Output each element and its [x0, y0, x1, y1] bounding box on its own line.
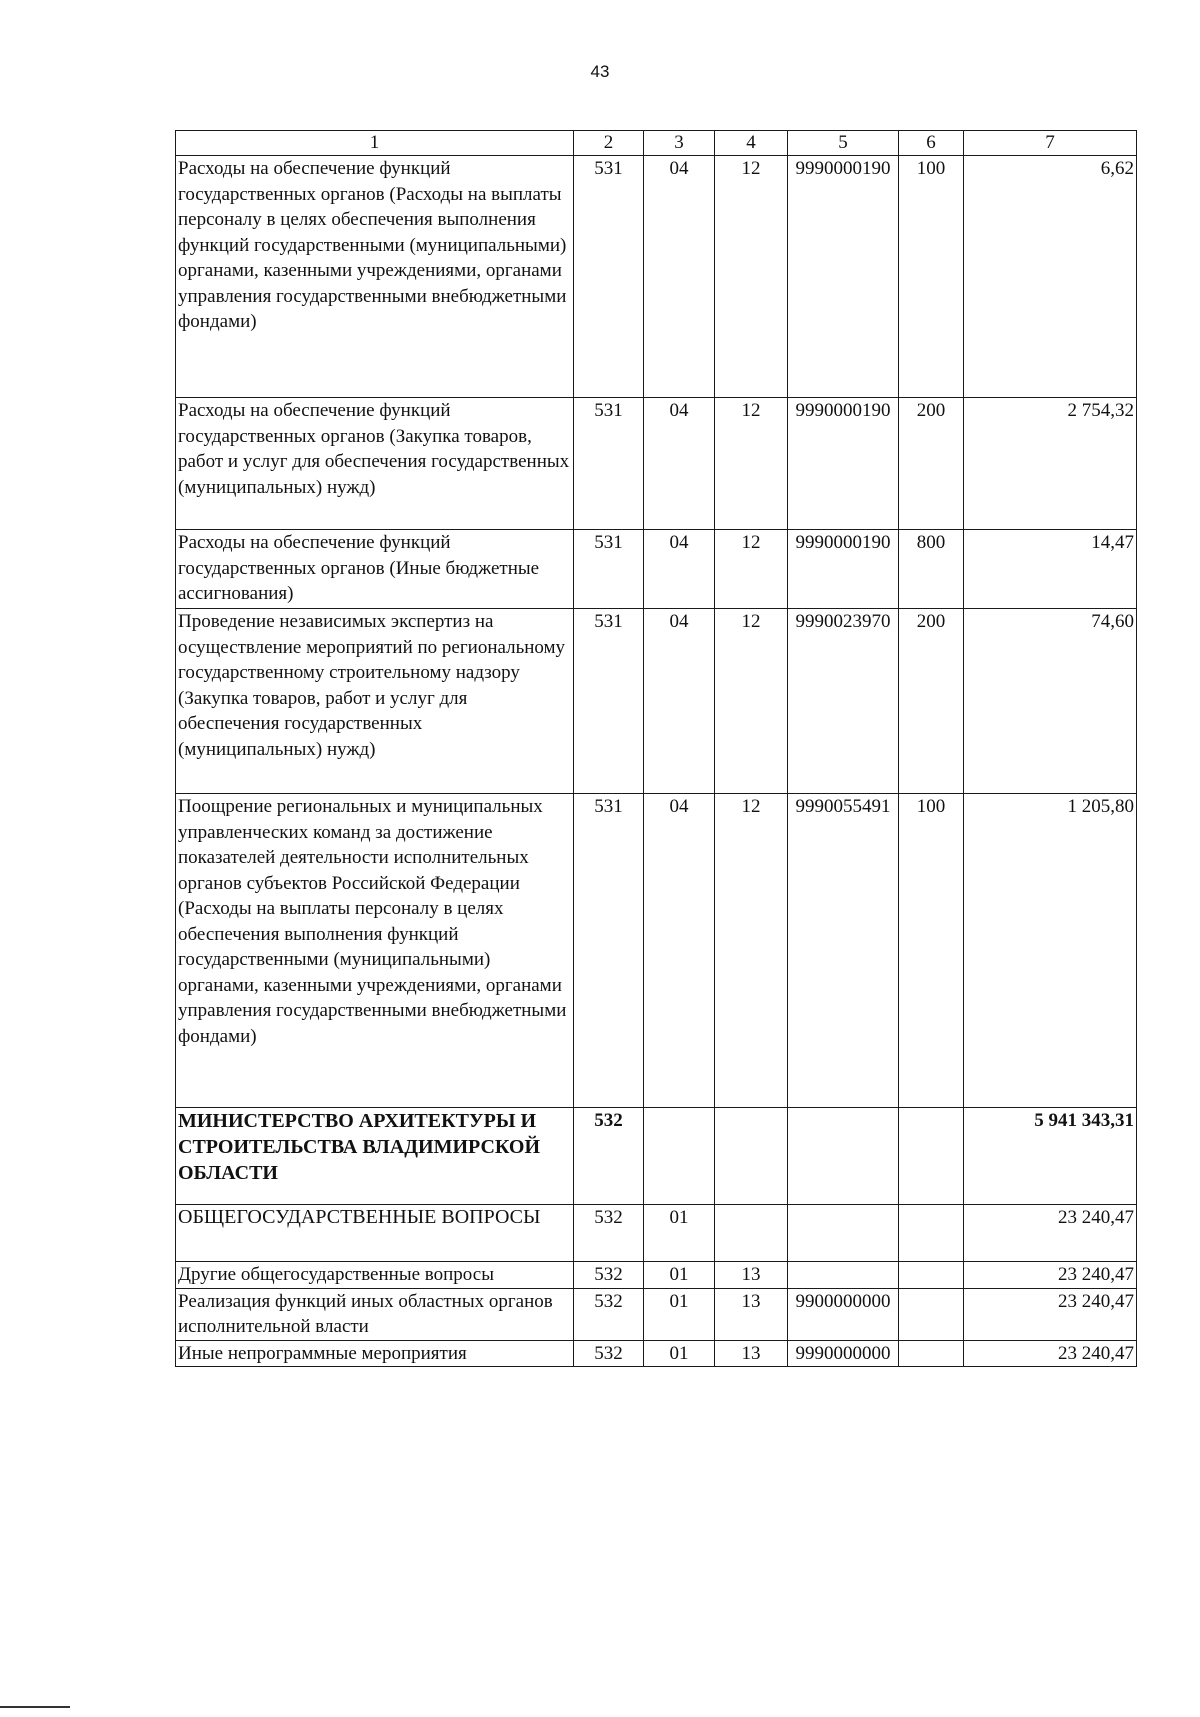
- section-code: 01: [644, 1340, 715, 1367]
- ministry-name: МИНИСТЕРСТВО АРХИТЕКТУРЫ И СТРОИТЕЛЬСТВА ВЛАДИМИРСКОЙ ОБЛАСТИ: [176, 1108, 574, 1205]
- table-row: [176, 794, 1137, 1108]
- expense-type-code: [899, 1108, 964, 1205]
- column-header: 1: [176, 131, 574, 156]
- column-header: 3: [644, 131, 715, 156]
- column-header: 6: [899, 131, 964, 156]
- ministry-code: 532: [574, 1340, 644, 1367]
- table-row: [176, 1340, 1137, 1367]
- expense-name: Проведение независимых экспертиз на осуществление мероприятий по региональному государственному строительному надзору (Закупка товаров, работ и услуг для обеспечения государственных (муниципальных) нужд): [176, 609, 574, 794]
- amount: 23 240,47: [964, 1340, 1137, 1367]
- expense-name: Поощрение региональных и муниципальных управленческих команд за достижение показателей деятельности исполнительных органов субъектов Российской Федерации (Расходы на выплаты персоналу в целях обеспечения выполнения функций государственными (муниципальными) органами, казенными учреждениями, органами управления государственными внебюджетными фондами): [176, 794, 574, 1108]
- section-code: 04: [644, 530, 715, 609]
- ministry-code: 532: [574, 1262, 644, 1289]
- subsection-code: [715, 1108, 788, 1205]
- bottom-scan-rule: [0, 1706, 70, 1708]
- target-article-code: [788, 1262, 899, 1289]
- subsection-code: [715, 1205, 788, 1262]
- subsection-code: 13: [715, 1340, 788, 1367]
- target-article-code: 9900000000: [788, 1288, 899, 1340]
- expense-type-code: 100: [899, 156, 964, 398]
- subsection-code: 12: [715, 794, 788, 1108]
- ministry-code: 531: [574, 609, 644, 794]
- expense-type-code: [899, 1340, 964, 1367]
- target-article-code: 9990000190: [788, 156, 899, 398]
- amount: 14,47: [964, 530, 1137, 609]
- amount: 1 205,80: [964, 794, 1137, 1108]
- amount: 23 240,47: [964, 1288, 1137, 1340]
- ministry-code: 531: [574, 794, 644, 1108]
- expense-name: Реализация функций иных областных органов исполнительной власти: [176, 1288, 574, 1340]
- table-row: [176, 1205, 1137, 1262]
- amount: 74,60: [964, 609, 1137, 794]
- expense-name: Расходы на обеспечение функций государственных органов (Закупка товаров, работ и услуг для обеспечения государственных (муниципальных) нужд): [176, 398, 574, 530]
- table-row: [176, 530, 1137, 609]
- column-header: 4: [715, 131, 788, 156]
- ministry-code: 532: [574, 1205, 644, 1262]
- subsection-code: 12: [715, 609, 788, 794]
- amount: 5 941 343,31: [964, 1108, 1137, 1205]
- ministry-code: 531: [574, 530, 644, 609]
- subsection-code: 12: [715, 156, 788, 398]
- target-article-code: 9990000190: [788, 398, 899, 530]
- section-code: 04: [644, 156, 715, 398]
- page-number: 43: [590, 62, 610, 81]
- ministry-code: 531: [574, 156, 644, 398]
- target-article-code: 9990000190: [788, 530, 899, 609]
- section-name: ОБЩЕГОСУДАРСТВЕННЫЕ ВОПРОСЫ: [176, 1205, 574, 1262]
- expense-type-code: [899, 1262, 964, 1289]
- amount: 6,62: [964, 156, 1137, 398]
- section-code: [644, 1108, 715, 1205]
- section-code: 04: [644, 794, 715, 1108]
- column-header: 7: [964, 131, 1137, 156]
- subsection-code: 12: [715, 530, 788, 609]
- subsection-code: 13: [715, 1288, 788, 1340]
- table-row: [176, 156, 1137, 398]
- expense-type-code: 100: [899, 794, 964, 1108]
- column-header: 5: [788, 131, 899, 156]
- section-code: 04: [644, 609, 715, 794]
- expense-type-code: 800: [899, 530, 964, 609]
- expense-name: Расходы на обеспечение функций государственных органов (Расходы на выплаты персоналу в целях обеспечения выполнения функций государственными (муниципальными) органами, казенными учреждениями, органами управления государственными внебюджетными фондами): [176, 156, 574, 398]
- table-row: [176, 398, 1137, 530]
- expense-type-code: 200: [899, 609, 964, 794]
- ministry-code: 532: [574, 1108, 644, 1205]
- table-header-row: [176, 131, 1137, 156]
- expense-name: Иные непрограммные мероприятия: [176, 1340, 574, 1367]
- expense-type-code: 200: [899, 398, 964, 530]
- budget-table: [175, 130, 1137, 1367]
- table-row: [176, 609, 1137, 794]
- expense-name: Другие общегосударственные вопросы: [176, 1262, 574, 1289]
- amount: 23 240,47: [964, 1205, 1137, 1262]
- table-row: [176, 1288, 1137, 1340]
- target-article-code: 9990023970: [788, 609, 899, 794]
- subsection-code: 13: [715, 1262, 788, 1289]
- table-row-ministry: [176, 1108, 1137, 1205]
- expense-type-code: [899, 1288, 964, 1340]
- expense-type-code: [899, 1205, 964, 1262]
- target-article-code: [788, 1205, 899, 1262]
- section-code: 01: [644, 1262, 715, 1289]
- subsection-code: 12: [715, 398, 788, 530]
- column-header: 2: [574, 131, 644, 156]
- ministry-code: 532: [574, 1288, 644, 1340]
- table-row: [176, 1262, 1137, 1289]
- section-code: 01: [644, 1205, 715, 1262]
- ministry-code: 531: [574, 398, 644, 530]
- target-article-code: 9990055491: [788, 794, 899, 1108]
- target-article-code: 9990000000: [788, 1340, 899, 1367]
- amount: 23 240,47: [964, 1262, 1137, 1289]
- expense-name: Расходы на обеспечение функций государственных органов (Иные бюджетные ассигнования): [176, 530, 574, 609]
- amount: 2 754,32: [964, 398, 1137, 530]
- section-code: 04: [644, 398, 715, 530]
- section-code: 01: [644, 1288, 715, 1340]
- target-article-code: [788, 1108, 899, 1205]
